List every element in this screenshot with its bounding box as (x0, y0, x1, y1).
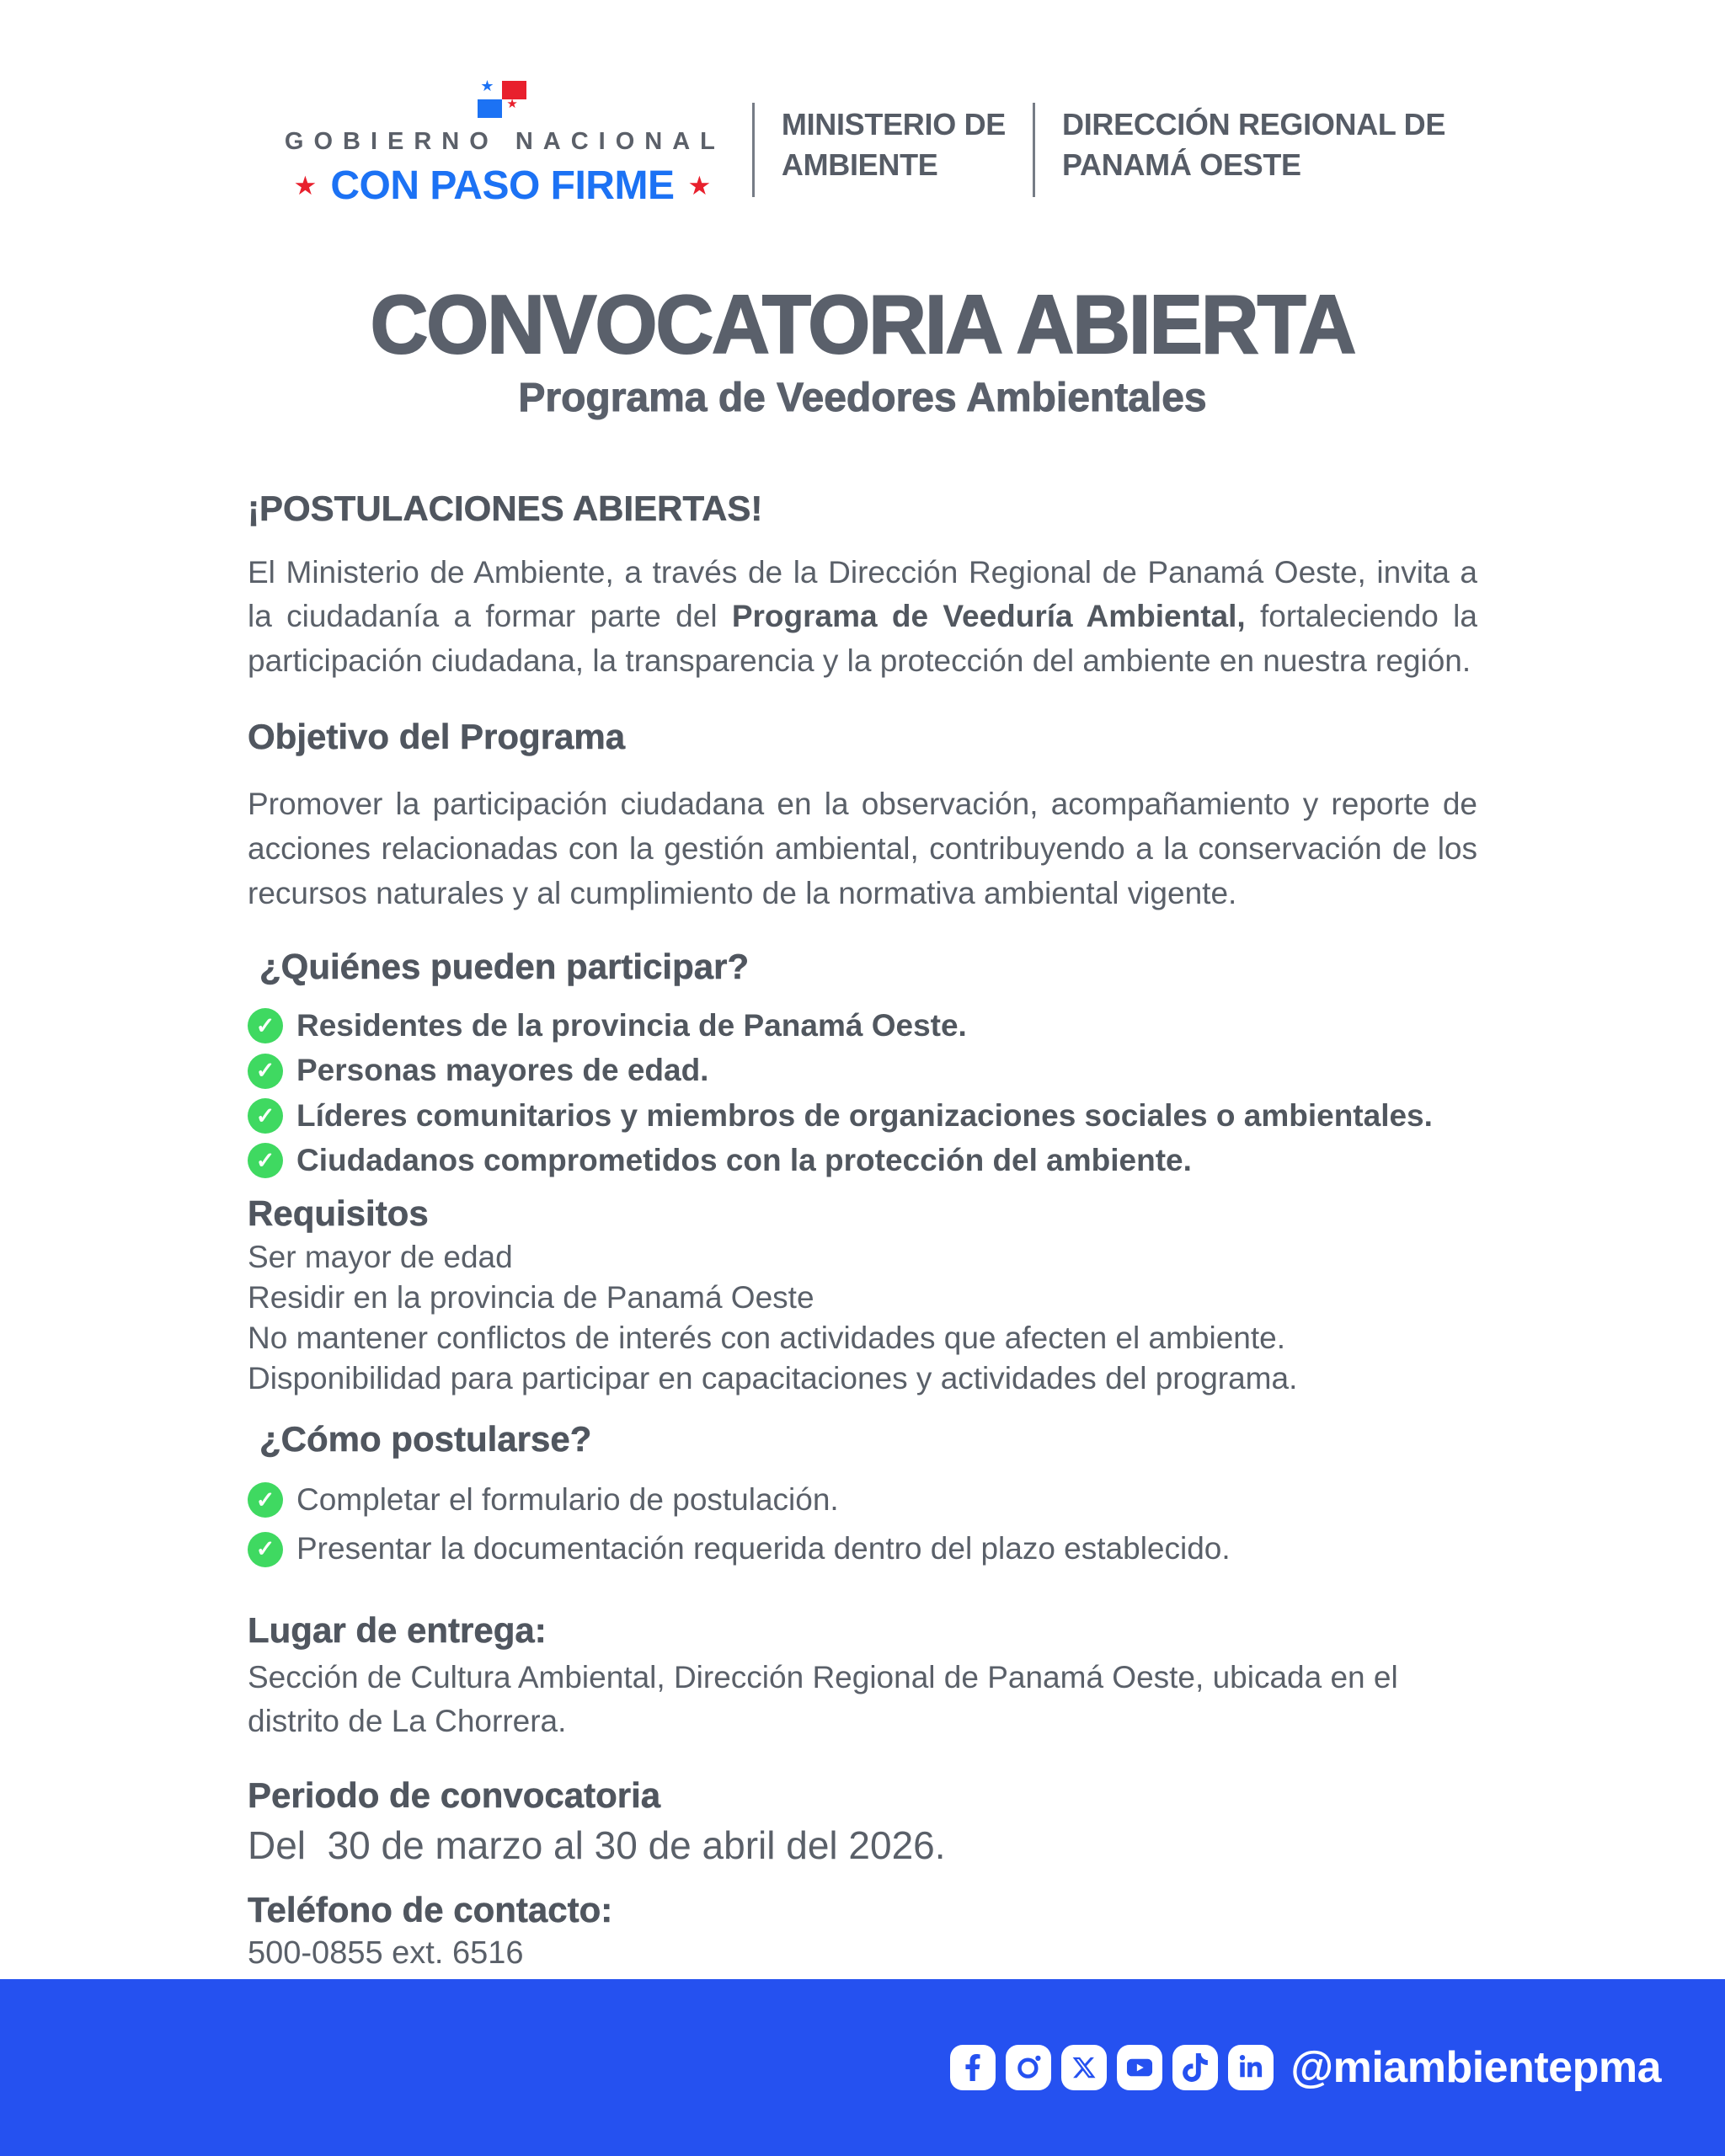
contacto-heading: Teléfono de contacto: (248, 1889, 613, 1929)
list-item (248, 1481, 1477, 1518)
bullet-text: Personas mayores de edad. (296, 1053, 709, 1088)
regional-direction-name (1062, 81, 1445, 184)
footer-bar (0, 1979, 1725, 2156)
tiktok-icon[interactable] (1172, 2045, 1218, 2090)
header-divider (1033, 103, 1035, 197)
requisito-line: Disponibilidad para participar en capacitaciones y actividades del programa. (248, 1360, 1298, 1396)
ministry-line2: AMBIENTE (781, 147, 938, 182)
requisito-line: No mantener conflictos de interés con actividades que afecten el ambiente. (248, 1320, 1286, 1355)
social-handle: @miambientepma (1290, 2043, 1661, 2092)
list-item (248, 1142, 1477, 1179)
gobierno-brand (280, 77, 725, 209)
gobierno-nacional-label: GOBIERNO NACIONAL (284, 128, 725, 155)
requisito-line: Residir en la provincia de Panamá Oeste (248, 1279, 814, 1315)
check-icon: ✓ (248, 1482, 283, 1518)
flag-blue-square (478, 99, 502, 118)
periodo-dates: Del 30 de marzo al 30 de abril del 2026. (248, 1822, 946, 1867)
intro-paragraph (248, 551, 1477, 684)
entrega-paragraph: Sección de Cultura Ambiental, Dirección Regional de Panamá Oeste, ubicada en el distrito de La Chorrera. (248, 1659, 1398, 1739)
intro-text-bold: Programa de Veeduría Ambiental, (731, 599, 1246, 634)
requisitos-list (248, 1237, 1477, 1399)
ministry-name (782, 81, 1006, 184)
hero (0, 278, 1725, 421)
entrega-heading: Lugar de entrega: (248, 1609, 547, 1650)
facebook-icon[interactable] (950, 2045, 996, 2090)
social-icons (950, 2045, 1274, 2090)
regional-line2: PANAMÁ OESTE (1062, 147, 1301, 182)
regional-line1: DIRECCIÓN REGIONAL DE (1062, 107, 1446, 141)
periodo-heading: Periodo de convocatoria (248, 1774, 661, 1815)
linkedin-icon[interactable] (1228, 2045, 1274, 2090)
slogan-left-star-icon: ★ (293, 170, 318, 200)
objetivo-paragraph: Promover la participación ciudadana en la observación, acompañamiento y reporte de acciones relacionadas con la gestión ambiental, contribuyendo a la conservación de los recursos naturales y al cumplimiento de la normativa ambiental vigente. (248, 787, 1477, 910)
bullet-text: Completar el formulario de postulación. (296, 1482, 839, 1518)
intro-text-after: fortaleciendo la participación ciudadana, la transparencia y la protección del ambiente en nuestra región. (248, 599, 1477, 678)
ministry-line1: MINISTERIO DE (781, 107, 1007, 141)
content (248, 488, 1477, 1972)
x-icon[interactable] (1061, 2045, 1107, 2090)
page-subtitle: Programa de Veedores Ambientales (518, 375, 1207, 420)
postularse-list (248, 1481, 1477, 1568)
panama-flag-logo (478, 77, 526, 118)
postularse-heading: ¿Cómo postularse? (259, 1419, 592, 1460)
participar-heading: ¿Quiénes pueden participar? (259, 947, 750, 987)
bullet-text: Residentes de la provincia de Panamá Oeste. (296, 1008, 967, 1043)
intro-text-before: El Ministerio de Ambiente, a través de la Dirección Regional de Panamá Oeste, invita a la ciudadanía a formar parte del (248, 554, 1477, 634)
check-icon: ✓ (248, 1098, 283, 1134)
bullet-text: Presentar la documentación requerida dentro del plazo establecido. (296, 1531, 1231, 1566)
youtube-icon[interactable] (1117, 2045, 1162, 2090)
contacto-phone: 500-0855 ext. 6516 (248, 1935, 524, 1971)
page-title: CONVOCATORIA ABIERTA (370, 278, 1355, 371)
check-icon: ✓ (248, 1008, 283, 1043)
header (0, 0, 1725, 209)
check-icon: ✓ (248, 1532, 283, 1567)
requisito-line: Ser mayor de edad (248, 1239, 513, 1274)
objetivo-heading: Objetivo del Programa (248, 717, 626, 757)
slogan-row (294, 163, 712, 209)
list-item (248, 1530, 1477, 1567)
list-item (248, 1052, 1477, 1089)
header-divider (752, 103, 755, 197)
flag-red-star-icon: ★ (506, 97, 518, 111)
flag-blue-star-icon: ★ (480, 77, 494, 94)
list-item (248, 1097, 1477, 1134)
participar-list (248, 1007, 1477, 1180)
bullet-text: Líderes comunitarios y miembros de organizaciones sociales o ambientales. (296, 1097, 1433, 1133)
check-icon: ✓ (248, 1143, 283, 1178)
instagram-icon[interactable] (1006, 2045, 1051, 2090)
check-icon: ✓ (248, 1054, 283, 1089)
bullet-text: Ciudadanos comprometidos con la protección del ambiente. (296, 1143, 1192, 1178)
postulaciones-heading: ¡POSTULACIONES ABIERTAS! (248, 488, 763, 528)
slogan-label: CON PASO FIRME (330, 163, 675, 208)
list-item (248, 1007, 1477, 1044)
slogan-right-star-icon: ★ (687, 170, 712, 200)
requisitos-heading: Requisitos (248, 1193, 429, 1233)
